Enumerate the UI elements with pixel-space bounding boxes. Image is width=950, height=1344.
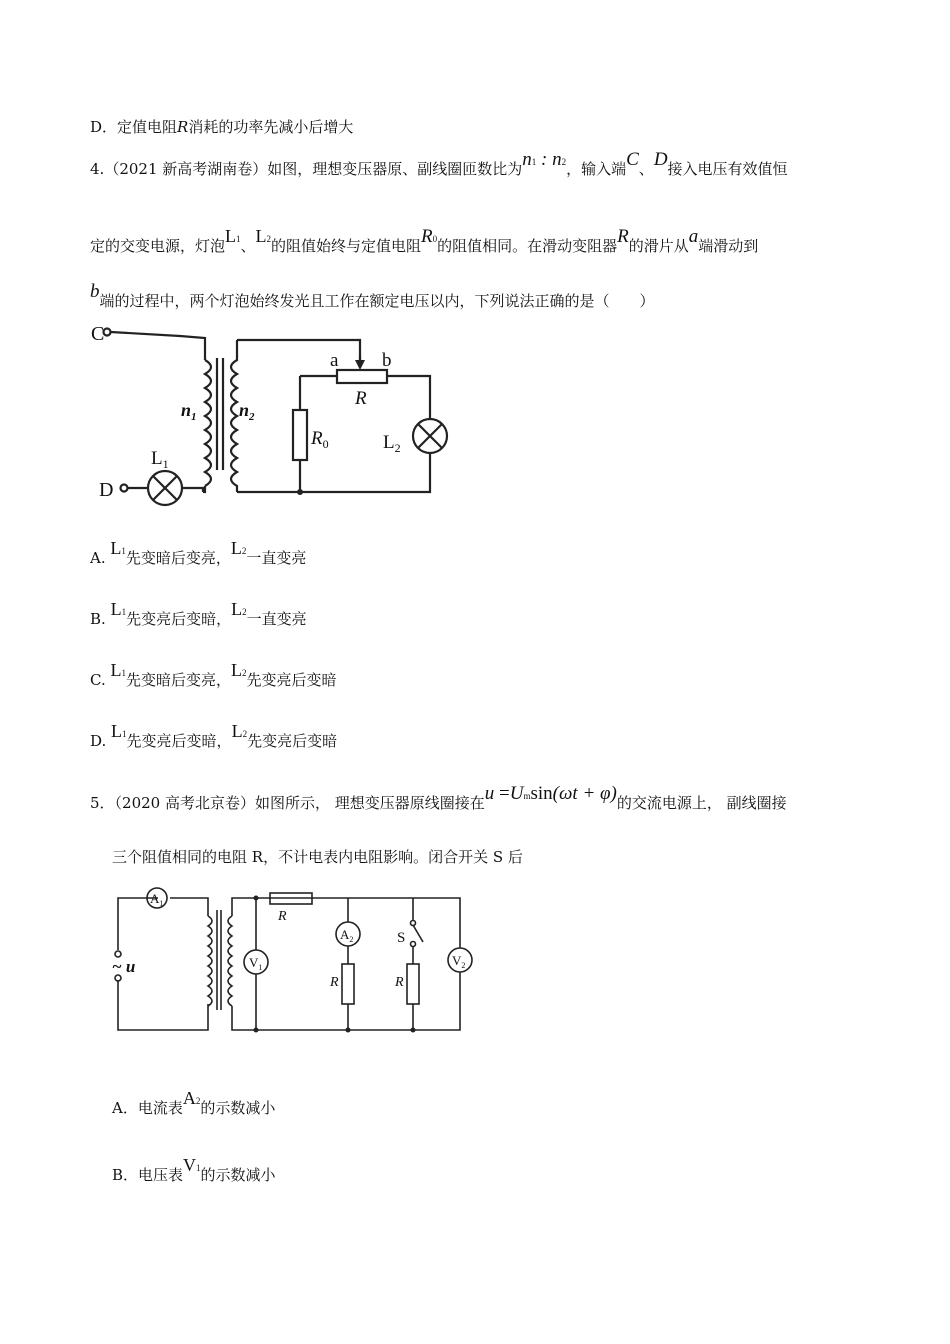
terminal-d xyxy=(121,485,128,492)
switch-contact xyxy=(411,921,416,926)
junction-dot xyxy=(254,1028,259,1033)
label-a1: $A_1$ xyxy=(150,891,164,908)
math-var: a xyxy=(688,226,699,247)
label-source-u: ~ u xyxy=(112,957,136,976)
question-number: 4. xyxy=(90,160,105,178)
switch-contact xyxy=(411,942,416,947)
wire xyxy=(111,332,205,360)
label-r-right: R xyxy=(395,975,404,990)
label-r: R xyxy=(355,388,367,409)
question-text: （2020 高考北京卷）如图所示， 理想变压器原线圈接在 xyxy=(114,794,485,812)
option-text: 的示数减小 xyxy=(200,1099,276,1117)
question-text: 的滑片从 xyxy=(628,237,689,255)
question-text: 三个阻值相同的电阻 R，不计电表内电阻影响。闭合开关 S 后 xyxy=(112,848,523,866)
lamp-l2: L2 xyxy=(231,599,247,619)
terminal-c xyxy=(104,329,111,336)
resistor-r0: R0 xyxy=(421,226,438,247)
option-text: 先变暗后变亮， xyxy=(126,671,232,689)
q5-option-b[interactable] xyxy=(112,1155,276,1188)
math-var: D xyxy=(653,149,668,170)
label-n2: $n_2$ xyxy=(239,400,255,423)
label-r-middle: R xyxy=(330,975,339,990)
question-text: 、 xyxy=(638,160,654,178)
switch-s[interactable] xyxy=(413,925,423,942)
lamp-cross xyxy=(153,476,177,500)
option-text: 电压表 xyxy=(138,1166,184,1184)
wire xyxy=(232,972,460,1030)
math-var: R xyxy=(617,226,629,247)
question-text: 接入电压有效值恒 xyxy=(667,160,788,178)
option-label: B. xyxy=(90,610,106,628)
q4-option-d[interactable] xyxy=(90,721,338,754)
voltmeter-v1-ref: V1 xyxy=(183,1155,201,1175)
option-text: 先变亮后变暗 xyxy=(246,671,337,689)
label-v1: $V_1$ xyxy=(249,955,263,972)
label-r0: $R_0$ xyxy=(311,428,329,451)
slider-arrow xyxy=(355,360,365,370)
option-text: 先变亮后变暗， xyxy=(126,610,232,628)
lamp-l2: L2 xyxy=(255,226,272,246)
label-b: b xyxy=(382,350,392,371)
prev-option-d xyxy=(90,116,353,138)
math-var: R xyxy=(177,118,189,136)
label-a: a xyxy=(330,350,339,371)
option-text: 先变暗后变亮， xyxy=(125,549,231,567)
label-c: C xyxy=(91,323,105,345)
question-text: 端的过程中，两个灯泡始终发光且工作在额定电压以内，下列说法正确的是（ ） xyxy=(99,292,655,310)
wire xyxy=(118,980,208,1030)
option-label: A. xyxy=(90,549,106,567)
math-var: C xyxy=(626,149,639,170)
q4-option-c[interactable] xyxy=(90,660,337,693)
wire xyxy=(237,340,360,364)
lamp-l1: L1 xyxy=(225,226,241,246)
lamp-l2: L2 xyxy=(231,721,248,741)
slide-rheostat xyxy=(337,370,387,383)
option-label: B． xyxy=(112,1166,139,1184)
question-number: 5． xyxy=(90,794,115,812)
secondary-coil xyxy=(228,916,232,1006)
q5-line-2 xyxy=(112,846,523,868)
lamp-l2: L2 xyxy=(231,660,247,680)
q4-option-a[interactable] xyxy=(90,538,307,571)
voltage-formula: u =Umsin(ωt + φ) xyxy=(484,783,617,804)
resistor-right xyxy=(407,964,419,1004)
lamp-cross xyxy=(418,424,442,448)
wire xyxy=(387,376,430,420)
primary-coil xyxy=(208,916,212,1006)
question-text: 定的交变电源，灯泡 xyxy=(90,237,226,255)
option-text: 的示数减小 xyxy=(200,1166,276,1184)
turns-ratio: n1 : n2 xyxy=(522,149,567,170)
label-l2: $L_2$ xyxy=(383,432,401,455)
option-text: 先变亮后变暗 xyxy=(247,732,338,750)
label-a2: $A_2$ xyxy=(340,927,354,944)
resistor-middle xyxy=(342,964,354,1004)
lamp-l1: L1 xyxy=(110,660,126,680)
q4-option-b[interactable] xyxy=(90,599,307,632)
question-text: （2021 新高考湖南卷）如图，理想变压器原、副线圈匝数比为 xyxy=(104,160,523,178)
wire xyxy=(237,452,430,492)
label-n1: $n_1$ xyxy=(181,400,197,423)
junction-dot xyxy=(297,489,303,495)
q5-circuit-figure xyxy=(110,880,480,1040)
option-label: D. xyxy=(90,732,107,750)
q4-line-1 xyxy=(90,149,788,182)
option-text: 一直变亮 xyxy=(246,610,307,628)
q4-circuit-figure xyxy=(85,320,455,520)
junction-dot xyxy=(411,1028,416,1033)
primary-coil xyxy=(205,360,211,486)
option-label: A． xyxy=(112,1099,138,1117)
q5-line-1 xyxy=(90,783,787,816)
option-label: D． xyxy=(90,118,118,136)
ammeter-a2-ref: A2 xyxy=(182,1088,201,1108)
lamp-l1: L1 xyxy=(110,538,126,558)
label-s: S xyxy=(397,930,406,946)
q5-option-a[interactable] xyxy=(112,1088,276,1121)
wire xyxy=(170,898,208,916)
lamp-l1: L1 xyxy=(110,599,127,619)
resistor-r0 xyxy=(293,410,307,460)
option-text: 电流表 xyxy=(137,1099,183,1117)
question-text: ，输入端 xyxy=(566,160,627,178)
option-label: C. xyxy=(90,671,106,689)
junction-dot xyxy=(254,896,259,901)
option-text: 消耗的功率先减小后增大 xyxy=(188,118,354,136)
q4-line-3 xyxy=(90,281,655,312)
option-text: 先变亮后变暗， xyxy=(126,732,232,750)
label-v2: $V_2$ xyxy=(452,953,466,970)
question-text: 端滑动到 xyxy=(698,237,759,255)
label-d: D xyxy=(99,479,114,501)
question-text: 的阻值相同。在滑动变阻器 xyxy=(437,237,618,255)
math-var: b xyxy=(90,281,100,302)
label-r-top: R xyxy=(278,909,287,924)
label-l1: $L_1$ xyxy=(151,448,169,471)
question-text: 的交流电源上， 副线圈接 xyxy=(616,794,787,812)
junction-dot xyxy=(346,1028,351,1033)
option-text: 一直变亮 xyxy=(246,549,307,567)
lamp-l1: L1 xyxy=(111,721,127,741)
question-text: 、 xyxy=(240,237,256,255)
q4-line-2 xyxy=(90,226,759,259)
lamp-l2: L2 xyxy=(230,538,247,558)
secondary-coil xyxy=(231,356,237,492)
wire xyxy=(182,488,203,492)
question-text: 的阻值始终与定值电阻 xyxy=(271,237,422,255)
option-text: 定值电阻 xyxy=(117,118,178,136)
